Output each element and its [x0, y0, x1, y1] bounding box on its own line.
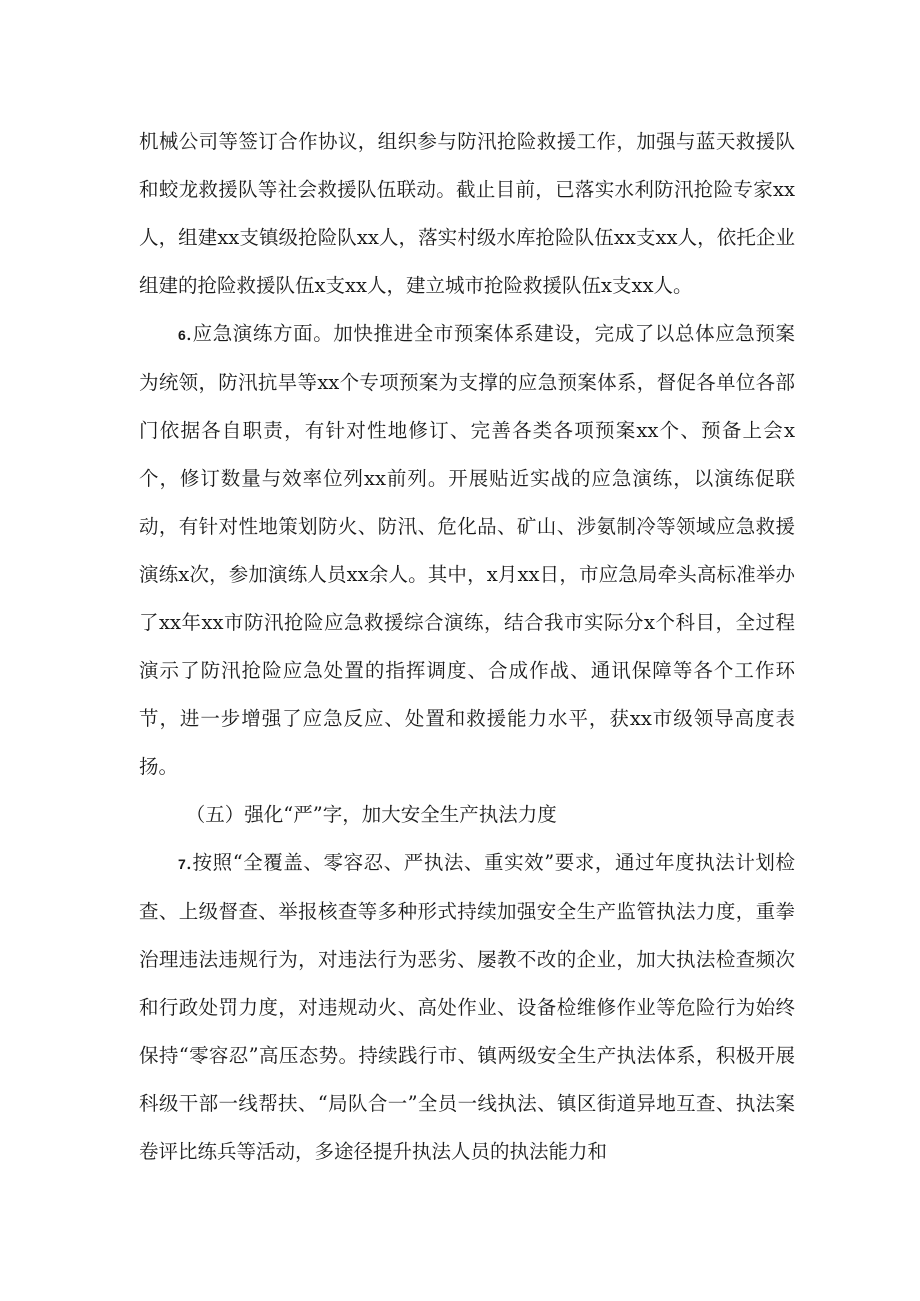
paragraph-number: 7 [178, 856, 186, 872]
paragraph-number: 6 [178, 327, 186, 343]
document-body [139, 118, 795, 1176]
paragraph-emergency-drills [139, 310, 795, 791]
paragraph-continuation: 机械公司等签订合作协议，组织参与防汛抢险救援工作，加强与蓝天救援队和蛟龙救援队等社会救援队伍联动。截止目前，已落实水利防汛抢险专家xx人，组建xx支镇级抢险队xx人，落实村级水库抢险队伍xx支xx人，依托企业组建的抢险救援队伍x支xx人，建立城市抢险救援队伍x支xx人。 [139, 130, 795, 297]
paragraph-text: .应急演练方面。加快推进全市预案体系建设，完成了以总体应急预案为统领，防汛抗旱等xx个专项预案为支撑的应急预案体系，督促各单位各部门依据各自职责，有针对性地修订、完善各类各项预案xx个、预备上会x个，修订数量与效率位列xx前列。开展贴近实战的应急演练，以演练促联动，有针对性地策划防火、防汛、危化品、矿山、涉氨制冷等领域应急救援演练x次，参加演练人员xx余人。其中，x月xx日，市应急局牵头高标准举办了xx年xx市防汛抢险应急救援综合演练，结合我市实际分x个科目，全过程演示了防汛抢险应急处置的指挥调度、合成作战、通讯保障等各个工作环节，进一步增强了应急反应、处置和救援能力水平，获xx市级领导高度表扬。 [139, 322, 795, 778]
paragraph-text: .按照“全覆盖、零容忍、严执法、重实效”要求，通过年度执法计划检查、上级督查、举报核查等多种形式持续加强安全生产监管执法力度，重拳治理违法违规行为，对违法行为恶劣、屡教不改的企业，加大执法检查频次和行政处罚力度，对违规动火、高处作业、设备检维修作业等危险行为始终保持“零容忍”高压态势。持续践行市、镇两级安全生产执法体系，积极开展科级干部一线帮扶、“局队合一”全员一线执法、镇区街道异地互查、执法案卷评比练兵等活动，多途径提升执法人员的执法能力和 [139, 851, 795, 1163]
section-heading: （五）强化“严”字，加大安全生产执法力度 [185, 803, 557, 826]
paragraph-enforcement [139, 839, 795, 1176]
